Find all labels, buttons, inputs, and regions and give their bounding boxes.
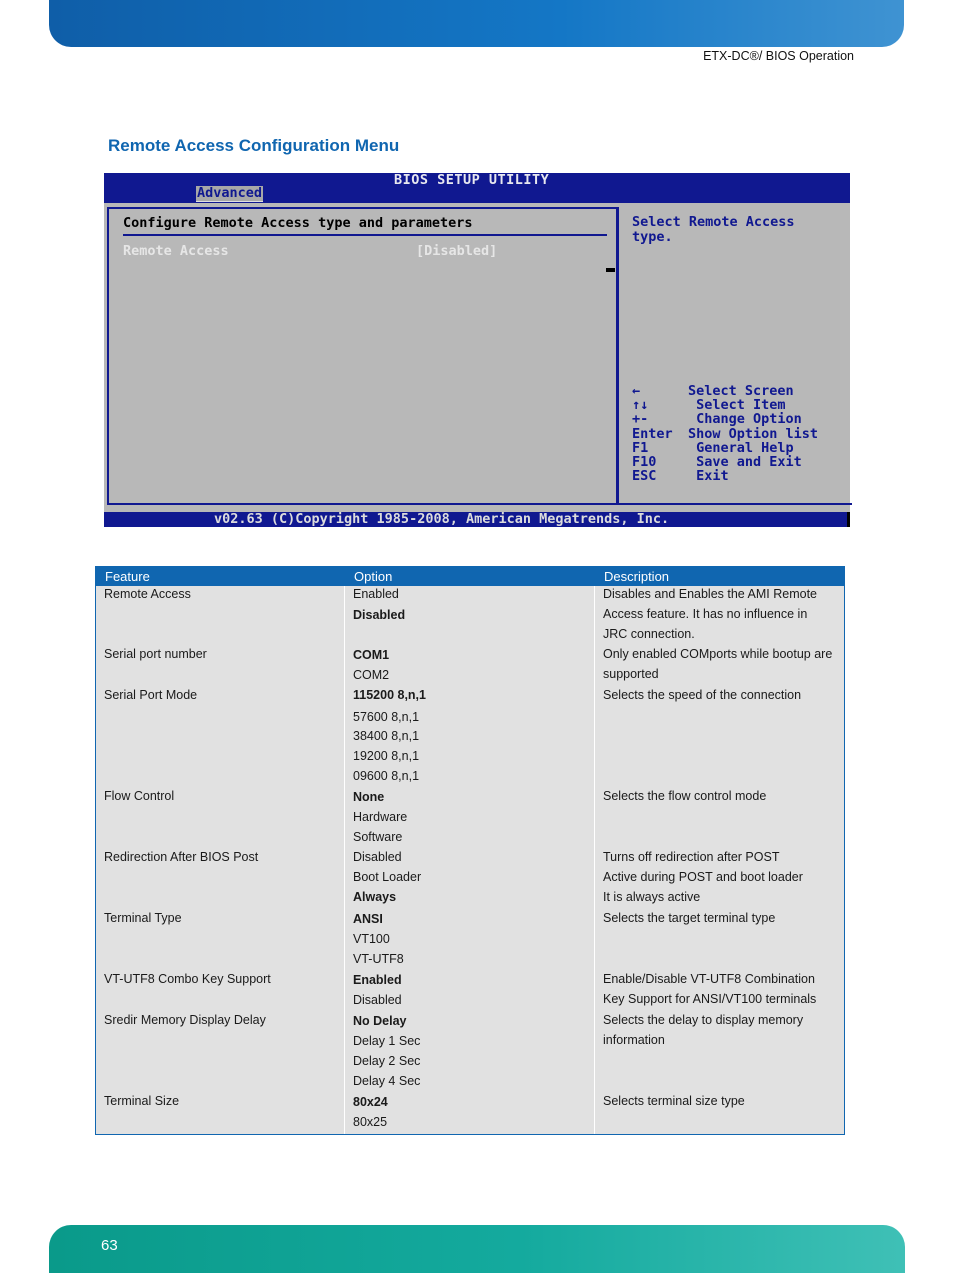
bios-key: ← bbox=[632, 383, 641, 399]
bios-key: ESC bbox=[632, 468, 657, 485]
feature-cell: Flow Control bbox=[104, 789, 175, 803]
bios-key-row bbox=[632, 441, 818, 455]
header-feature: Feature bbox=[105, 569, 150, 584]
option-cell: 80x24 bbox=[353, 1095, 388, 1109]
option-cell: Hardware bbox=[353, 810, 408, 824]
bios-key-row bbox=[632, 469, 818, 483]
header-description: Description bbox=[604, 569, 670, 584]
bios-help-line: Select Remote Access bbox=[632, 214, 795, 230]
feature-cell: Remote Access bbox=[104, 587, 191, 601]
bios-footer-edge bbox=[847, 512, 850, 527]
feature-cell: Terminal Size bbox=[104, 1094, 180, 1108]
option-cell: Disabled bbox=[353, 993, 402, 1007]
bios-key: F1 bbox=[632, 439, 649, 456]
feature-cell: Terminal Type bbox=[104, 911, 182, 925]
header-band bbox=[49, 0, 904, 47]
bios-key-description: Change Option bbox=[688, 411, 802, 428]
description-cell: Key Support for ANSI/VT100 terminals bbox=[603, 992, 817, 1006]
option-cell: 38400 8,n,1 bbox=[353, 729, 420, 743]
option-cell: COM1 bbox=[353, 648, 390, 662]
description-cell: information bbox=[603, 1033, 665, 1047]
bios-key-legend bbox=[632, 384, 818, 483]
feature-cell: Redirection After BIOS Post bbox=[104, 850, 259, 864]
bios-key-row bbox=[632, 427, 818, 441]
option-cell: VT100 bbox=[353, 932, 390, 946]
description-cell: It is always active bbox=[603, 890, 701, 904]
bios-title: BIOS SETUP UTILITY bbox=[394, 172, 550, 188]
option-cell: 19200 8,n,1 bbox=[353, 749, 420, 763]
option-cell: 09600 8,n,1 bbox=[353, 769, 420, 783]
footer-band bbox=[49, 1225, 905, 1273]
bios-cursor bbox=[606, 268, 615, 272]
feature-cell: Serial port number bbox=[104, 647, 207, 661]
feature-cell: VT-UTF8 Combo Key Support bbox=[104, 972, 271, 986]
description-cell: supported bbox=[603, 667, 659, 681]
description-column bbox=[595, 586, 844, 1134]
bios-key-row bbox=[632, 384, 818, 398]
bios-heading-underline bbox=[123, 234, 607, 236]
document-title: ETX-DC®/ BIOS Operation bbox=[703, 49, 854, 63]
feature-cell: Sredir Memory Display Delay bbox=[104, 1013, 266, 1027]
option-cell: Enabled bbox=[353, 973, 402, 987]
description-cell: Active during POST and boot loader bbox=[603, 870, 803, 884]
option-cell: Enabled bbox=[353, 587, 399, 601]
description-cell: Selects terminal size type bbox=[603, 1094, 745, 1108]
description-cell: Access feature. It has no influence in bbox=[603, 607, 808, 621]
bios-key-description: Save and Exit bbox=[688, 454, 802, 471]
bios-panel-heading: Configure Remote Access type and parameters bbox=[123, 215, 473, 231]
bios-panel-top-border bbox=[109, 207, 619, 209]
bios-item-remote-access[interactable]: Remote Access bbox=[123, 243, 229, 259]
bios-help-line: type. bbox=[632, 228, 673, 245]
option-cell: Delay 4 Sec bbox=[353, 1074, 421, 1088]
bios-key-description: Select Screen bbox=[688, 383, 794, 399]
description-cell: Selects the flow control mode bbox=[603, 789, 767, 803]
option-cell: VT-UTF8 bbox=[353, 952, 404, 966]
option-cell: ANSI bbox=[353, 912, 383, 926]
description-cell: Enable/Disable VT-UTF8 Combination bbox=[603, 972, 815, 986]
header-option: Option bbox=[354, 569, 393, 584]
option-cell: 57600 8,n,1 bbox=[353, 710, 420, 724]
description-cell: Disables and Enables the AMI Remote bbox=[603, 587, 818, 601]
bios-copyright: v02.63 (C)Copyright 1985-2008, American Megatrends, Inc. bbox=[214, 511, 670, 527]
bios-help-panel bbox=[616, 207, 852, 505]
option-cell: None bbox=[353, 790, 385, 804]
description-cell: Selects the delay to display memory bbox=[603, 1013, 804, 1027]
option-cell: Software bbox=[353, 830, 403, 844]
bios-key: +- bbox=[632, 411, 649, 428]
feature-column bbox=[96, 586, 345, 1134]
bios-key-description: Exit bbox=[688, 468, 729, 485]
bios-key-description: Select Item bbox=[688, 397, 786, 414]
bios-main-panel bbox=[107, 207, 619, 505]
bios-footer-bar bbox=[104, 512, 850, 527]
bios-key-row bbox=[632, 398, 818, 412]
bios-key: Enter bbox=[632, 425, 673, 442]
bios-title-bar bbox=[104, 173, 850, 203]
option-cell: Disabled bbox=[353, 850, 402, 864]
option-cell: Disabled bbox=[353, 608, 406, 622]
bios-key-row bbox=[632, 412, 818, 426]
feature-cell: Serial Port Mode bbox=[104, 688, 198, 702]
page-number: 63 bbox=[101, 1237, 118, 1254]
description-cell: Selects the speed of the connection bbox=[603, 688, 802, 702]
description-cell: Selects the target terminal type bbox=[603, 911, 776, 925]
description-cell: Only enabled COMports while bootup are bbox=[603, 647, 833, 661]
option-cell: Boot Loader bbox=[353, 870, 422, 884]
table-body bbox=[96, 586, 844, 1134]
option-cell: 80x25 bbox=[353, 1115, 388, 1129]
bios-key-row bbox=[632, 455, 818, 469]
bios-key: ↑↓ bbox=[632, 397, 649, 414]
options-table bbox=[95, 566, 845, 1135]
option-cell: Delay 1 Sec bbox=[353, 1034, 421, 1048]
bios-screenshot bbox=[104, 173, 850, 527]
bios-item-value[interactable]: [Disabled] bbox=[416, 243, 498, 259]
bios-help-text bbox=[632, 215, 795, 244]
option-cell: COM2 bbox=[353, 668, 390, 682]
option-column bbox=[345, 586, 595, 1134]
bios-key-description: Show Option list bbox=[688, 425, 819, 442]
bios-key: F10 bbox=[632, 454, 657, 471]
description-cell: JRC connection. bbox=[603, 627, 695, 641]
option-cell: 115200 8,n,1 bbox=[353, 688, 426, 702]
option-cell: No Delay bbox=[353, 1014, 407, 1028]
option-cell: Always bbox=[353, 890, 397, 904]
table-header bbox=[96, 567, 844, 586]
option-cell: Delay 2 Sec bbox=[353, 1054, 421, 1068]
bios-key-description: General Help bbox=[688, 439, 794, 456]
description-cell: Turns off redirection after POST bbox=[603, 850, 780, 864]
bios-tab-advanced[interactable]: Advanced bbox=[197, 185, 263, 201]
section-title: Remote Access Configuration Menu bbox=[108, 136, 400, 155]
